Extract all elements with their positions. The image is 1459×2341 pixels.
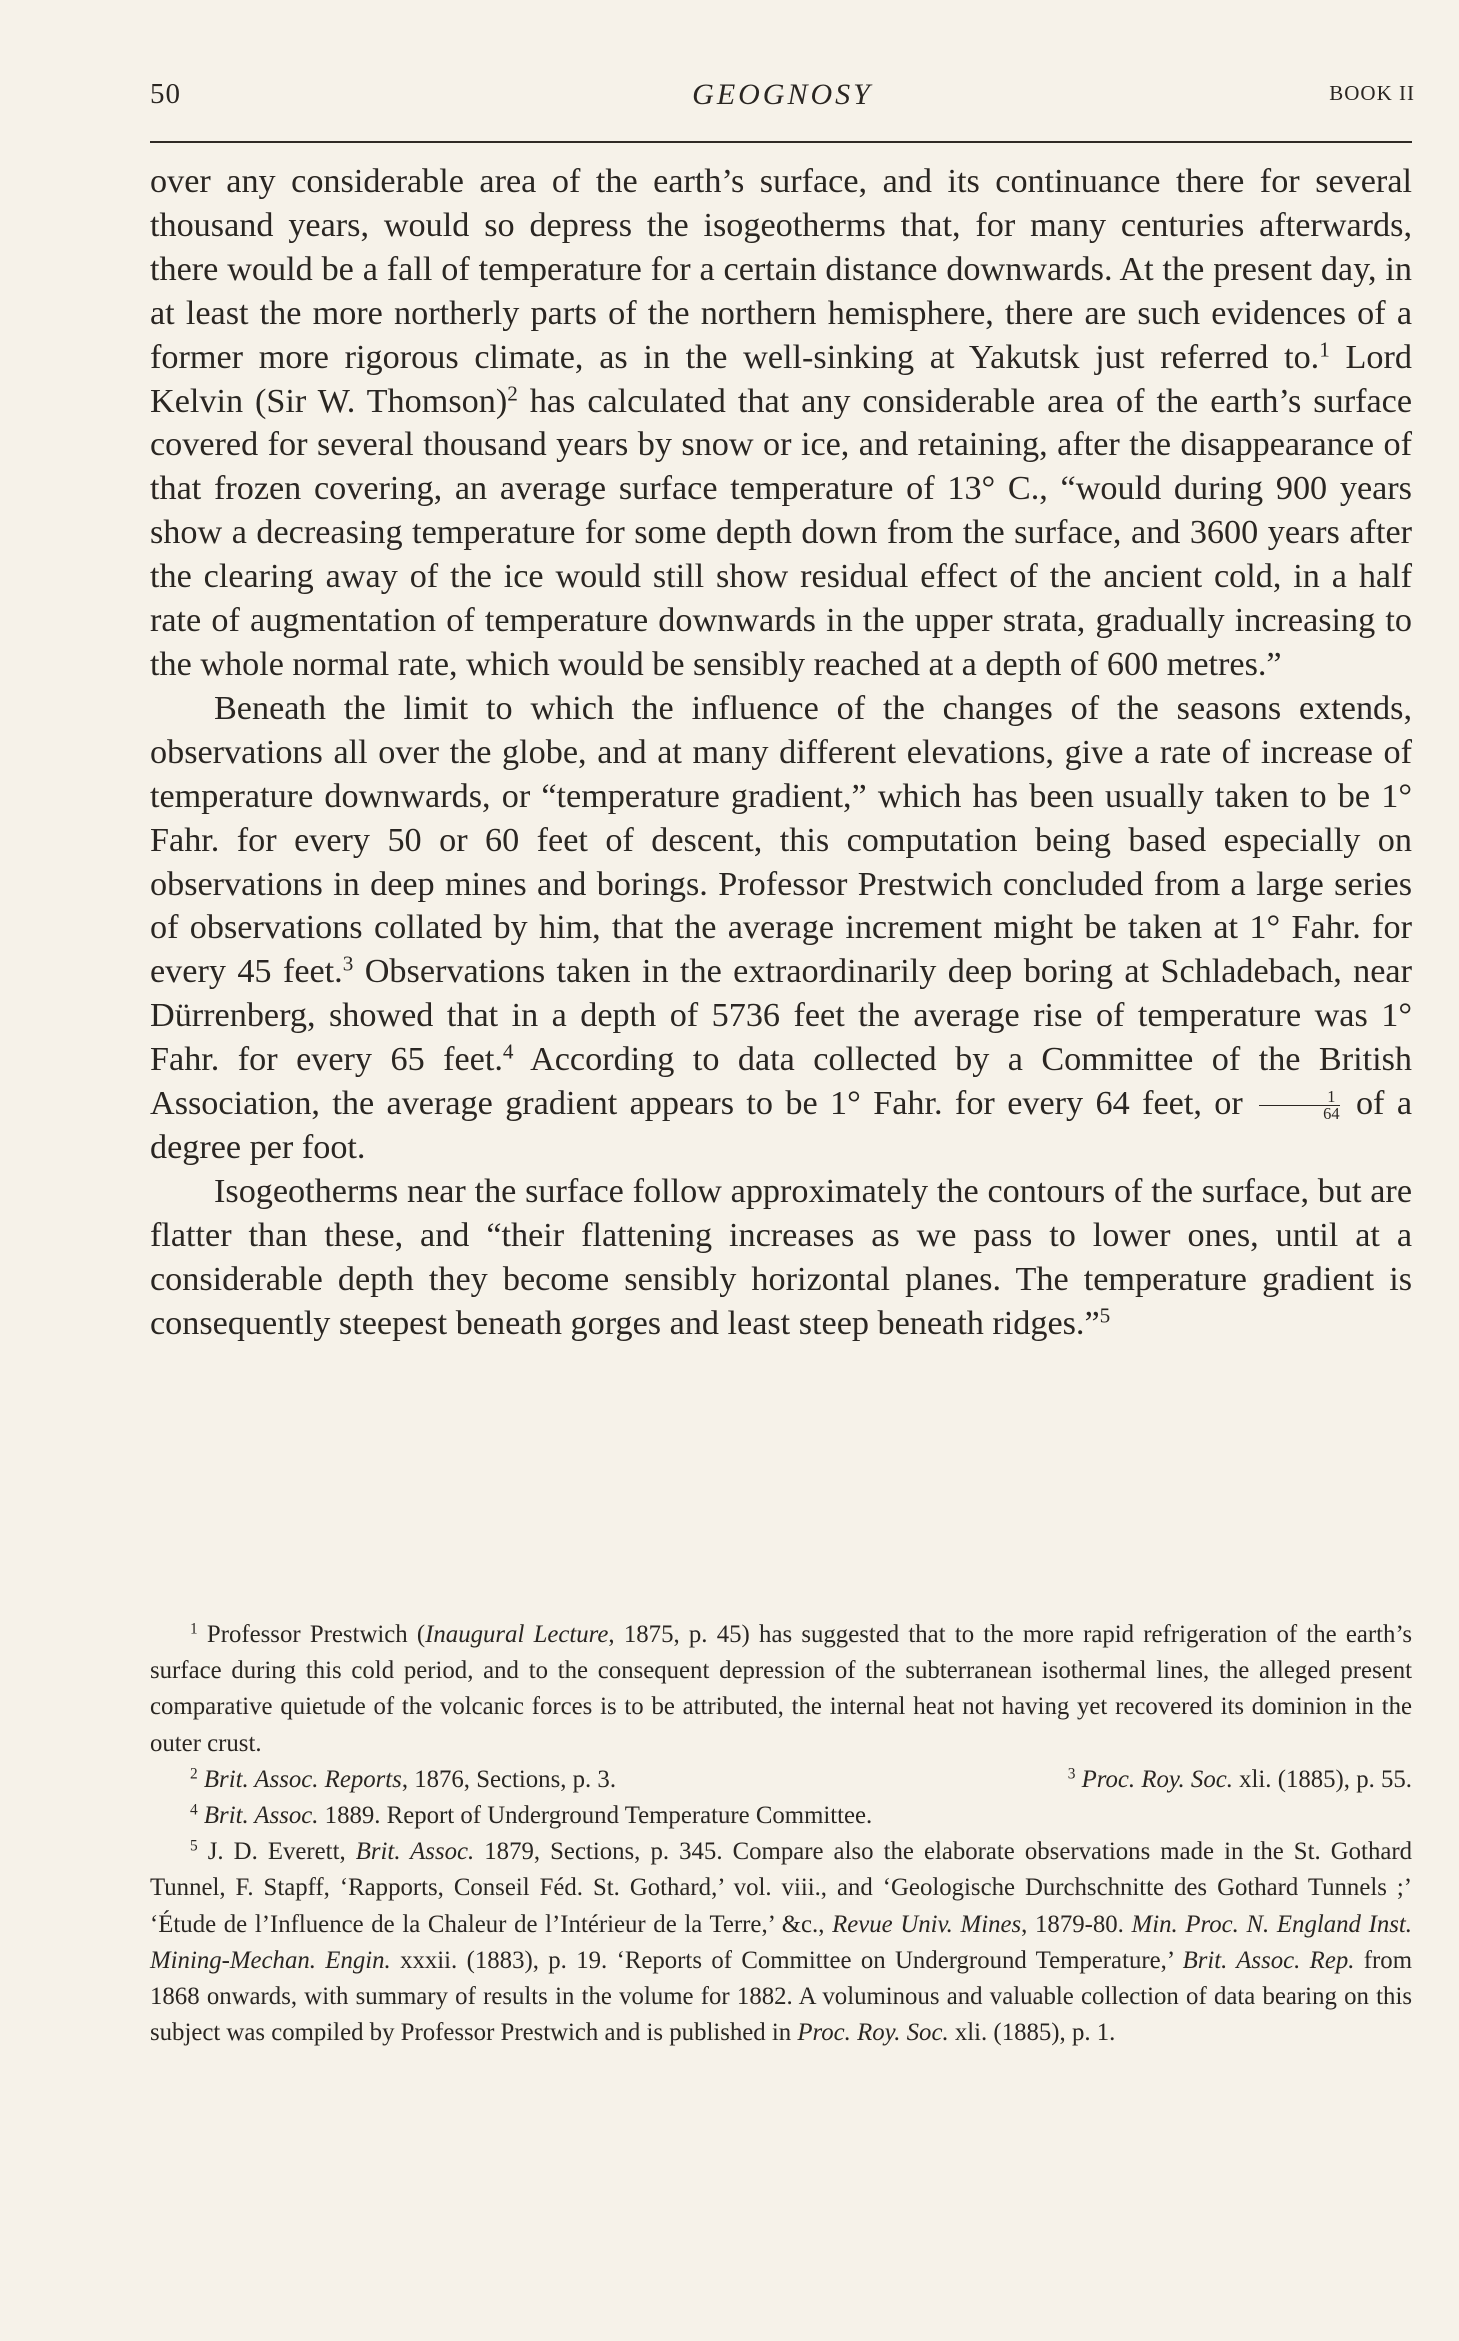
paragraph-continuation bbox=[150, 160, 1412, 687]
fraction-denominator: 64 bbox=[1323, 1103, 1340, 1123]
header-rule bbox=[150, 141, 1412, 143]
italic-title: Proc. Roy. Soc. bbox=[1081, 1765, 1233, 1793]
footnote-ref-1: 1 bbox=[1319, 336, 1330, 361]
page-number: 50 bbox=[150, 78, 181, 110]
paragraph-isogeotherms bbox=[150, 1170, 1412, 1346]
fraction-numerator: 1 bbox=[1259, 1089, 1339, 1106]
italic-title: Brit. Assoc. Rep. bbox=[1182, 1946, 1355, 1974]
text-run: xli. (1885), p. 55. bbox=[1232, 1765, 1412, 1793]
text-run: J. D. Everett, bbox=[197, 1838, 356, 1866]
text-run: Lord Kelvin (Sir W. Thomson) bbox=[150, 338, 1412, 420]
italic-title: Min. Proc. N. England Inst. Mining-Mechan. Engin. bbox=[150, 1910, 1413, 1974]
footnote-mark: 1 bbox=[190, 1620, 198, 1638]
text-run: , 1876, Sections, p. 3. bbox=[401, 1765, 617, 1793]
text-run: According to data collected by a Committee of the British Association, the average gradient appears to be 1° Fahr. for every 64 feet, or bbox=[150, 1041, 1412, 1123]
footnote-ref-2: 2 bbox=[507, 380, 518, 405]
running-title: GEOGNOSY bbox=[692, 78, 873, 111]
text-run: from 1868 onwards, with summary of results in the volume for 1882. A voluminous and valuable collection of data bearing on this subject was compiled by Professor Prestwich and is published in bbox=[150, 1946, 1412, 2047]
footnote-3 bbox=[1068, 1762, 1412, 1798]
footnote-5 bbox=[150, 1834, 1412, 2051]
italic-title: Brit. Assoc. bbox=[355, 1838, 475, 1866]
text-run: , 1875, p. 45) has suggested that to the more rapid refrigeration of the earth’s surface during this cold period, and to the consequent depression of the subterranean isothermal lines, the alleged present comparative quietude of the volcanic forces is to be attributed, the internal heat not having yet recovered its dominion in the outer crust. bbox=[150, 1621, 1412, 1757]
footnote-mark: 3 bbox=[1067, 1765, 1076, 1783]
italic-title: Brit. Assoc. Reports bbox=[203, 1765, 402, 1793]
footnote-ref-4: 4 bbox=[502, 1039, 514, 1064]
book-label: BOOK II bbox=[1329, 81, 1415, 105]
body-text bbox=[150, 160, 1412, 1345]
running-head bbox=[150, 78, 1415, 126]
footnote-2 bbox=[190, 1762, 616, 1798]
footnote-ref-3: 3 bbox=[342, 951, 354, 976]
footnote-ref-5: 5 bbox=[1099, 1302, 1111, 1327]
text-run: over any considerable area of the earth’s surface, and its continuance there for several thousand years, would so depress the isogeotherms that, for many centuries afterwards, there would be a fall of temperature for a certain distance downwards. At the present day, in at least the more northerly parts of the northern hemisphere, there are such evidences of a former more rigorous climate, as in the well-sinking at Yakutsk just referred to. bbox=[150, 163, 1412, 376]
footnote-pair-2-3 bbox=[150, 1762, 1412, 1798]
footnote-1 bbox=[150, 1617, 1412, 1762]
italic-title: Proc. Roy. Soc. bbox=[797, 2019, 949, 2047]
text-run: 1879, Sections, p. 345. Compare also the elaborate observations made in the St. Gothard Tunnel, F. Stapff, ‘Rapports, Conseil Féd. St. Gothard,’ vol. viii., and ‘Geologische Durchschnitte des Gothard Tunnels ;’ ‘Étude de l’Influence de la Chaleur de l’Intérieur de la Terre,’ &c., bbox=[150, 1838, 1413, 1938]
text-run: xxxii. (1883), p. 19. ‘Reports of Committee on Underground Temperature,’ bbox=[390, 1946, 1183, 1974]
text-run: Isogeotherms near the surface follow approximately the contours of the surface, but are flatter than these, and “their flattening increases as we pass to lower ones, until at a considerable depth they become sensibly horizontal planes. The temperature gradient is consequently steepest beneath gorges and least steep beneath ridges.” bbox=[150, 1172, 1412, 1342]
footnote-mark: 4 bbox=[190, 1801, 198, 1819]
text-run: Observations taken in the extraordinarily deep boring at Schladebach, near Dürrenberg, showed that in a depth of 5736 feet the average rise of temperature was 1° Fahr. for every 65 feet. bbox=[150, 953, 1412, 1079]
text-run: 1889. Report of Underground Temperature Committee. bbox=[318, 1802, 873, 1830]
italic-title: Revue Univ. Mines bbox=[832, 1910, 1022, 1938]
text-run: of a degree per foot. bbox=[150, 1085, 1413, 1166]
text-run: has calculated that any considerable area of the earth’s surface covered for several thousand years by snow or ice, and retaining, after the disappearance of that frozen covering, an average surface temperature of 13° C., “would during 900 years show a decreasing temperature for some depth down from the surface, and 3600 years after the clearing away of the ice would still show residual effect of the ancient cold, in a half rate of augmentation of temperature downwards in the upper strata, gradually increasing to the whole normal rate, which would be sensibly reached at a depth of 600 metres.” bbox=[150, 382, 1412, 683]
text-run: xli. (1885), p. 1. bbox=[948, 2019, 1116, 2047]
footnote-4 bbox=[150, 1798, 1412, 1834]
italic-title: Inaugural Lecture bbox=[425, 1621, 609, 1648]
fraction bbox=[1259, 1089, 1339, 1121]
footnote-mark: 2 bbox=[190, 1765, 198, 1783]
text-run: Professor Prestwich ( bbox=[197, 1621, 426, 1648]
text-run: , 1879-80. bbox=[1021, 1910, 1132, 1938]
footnotes bbox=[150, 1617, 1412, 2051]
text-run: Beneath the limit to which the influence of the changes of the seasons extends, observations all over the globe, and at many different elevations, give a rate of increase of temperature downwards, or “temperature gradient,” which has been usually taken to be 1° Fahr. for every 50 or 60 feet of descent, this computation being based especially on observations in deep mines and borings. Professor Prestwich concluded from a large series of observations collated by him, that the average increment might be taken at 1° Fahr. for every 45 feet. bbox=[150, 689, 1412, 991]
paragraph-temperature-gradient bbox=[150, 687, 1412, 1170]
italic-title: Brit. Assoc. bbox=[203, 1802, 319, 1830]
footnote-mark: 5 bbox=[190, 1837, 198, 1855]
